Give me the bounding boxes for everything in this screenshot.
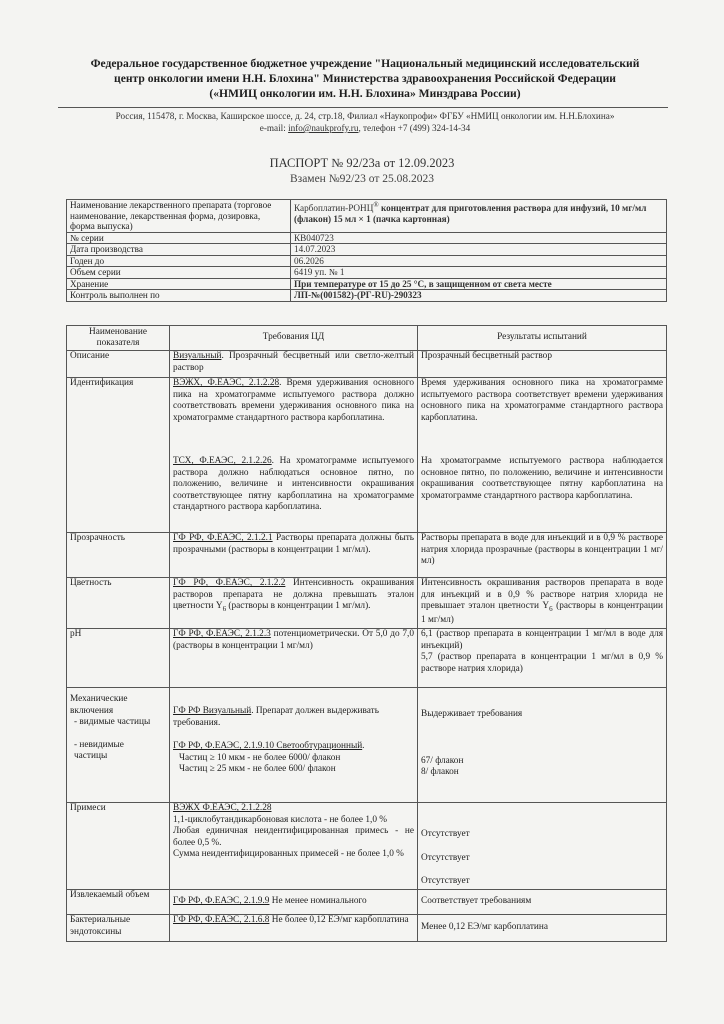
requirement-invisible xyxy=(173,741,414,753)
requirement-text: потенциометрически. От 5,0 до 7,0 (растворы в концентрации 1 мг/мл) xyxy=(173,629,414,651)
info-row xyxy=(67,244,667,256)
info-label: Наименование лекарственного препарата (торговое наименование, лекарственная форма, дозировка, форма выпуска) xyxy=(67,200,291,233)
requirement-tlc xyxy=(173,456,414,514)
registered-mark: ® xyxy=(373,201,379,209)
requirement-cell xyxy=(170,915,418,942)
result-ph-water: 6,1 (раствор препарата в концентрации 1 мг/мл в воде для инъекций) xyxy=(421,629,663,651)
row-endotoxins xyxy=(67,915,667,942)
result-cell: Соответствует требованиям xyxy=(418,890,667,915)
contacts-prefix: e-mail: xyxy=(259,123,289,133)
row-mechanical-inclusions xyxy=(67,688,667,803)
row-identification xyxy=(67,378,667,533)
result-cell: Прозрачный бесцветный раствор xyxy=(418,351,667,378)
requirement-cell xyxy=(170,688,418,803)
info-label: Годен до xyxy=(67,255,291,267)
requirement-text: Не более 0,12 ЕЭ/мг карбоплатина xyxy=(269,915,409,925)
requirement-hplc xyxy=(173,378,414,456)
limit-10um: Частиц ≥ 10 мкм - не более 6000/ флакон xyxy=(179,752,341,763)
result-cell xyxy=(418,378,667,533)
row-extractable-volume xyxy=(67,890,667,915)
requirement-cell xyxy=(170,378,418,533)
result-text-tail: (растворы в концентрации 1 мг/мл) xyxy=(421,601,663,626)
impurity-result-1: Отсутствует xyxy=(421,829,470,839)
requirement-cell xyxy=(170,803,418,890)
indicator-name: Бактериальные эндотоксины xyxy=(67,915,170,942)
production-date: 14.07.2023 xyxy=(291,244,667,256)
limit-25um: Частиц ≥ 25 мкм - не более 600/ флакон xyxy=(179,764,336,774)
result-hplc: Время удерживания основного пика на хроматограмме испытуемого раствора соответствует времени удерживания основного пика на хроматограмме стандартного раствора карбоплатина. xyxy=(421,378,663,423)
method-ref: ГФ РФ, Ф.ЕАЭС, 2.1.6.8 xyxy=(173,915,270,925)
requirement-text: Не менее номинального xyxy=(269,896,367,907)
method-ref: ГФ РФ, Ф.ЕАЭС, 2.1.2.2 xyxy=(173,578,286,588)
header-results: Результаты испытаний xyxy=(418,326,667,351)
result-cell: Менее 0,12 ЕЭ/мг карбоплатина xyxy=(418,915,667,942)
indicator-name: Примеси xyxy=(67,803,170,890)
requirement-text: Растворы препарата должны быть прозрачными (растворы в концентрации 1 мг/мл). xyxy=(173,533,414,555)
requirement-cell xyxy=(170,351,418,378)
requirement-text-tail: (растворы в концентрации 1 мг/мл). xyxy=(226,601,371,611)
info-label: Дата производства xyxy=(67,244,291,256)
info-row xyxy=(67,278,667,290)
result-10um: 67/ флакон xyxy=(421,755,464,766)
method-ref: Визуальный xyxy=(173,351,222,361)
batch-volume: 6419 уп. № 1 xyxy=(291,267,667,279)
sub-invisible: - невидимые частицы xyxy=(74,739,124,761)
product-name: Карбоплатин-РОНЦ xyxy=(294,203,374,214)
requirement-text: . Препарат должен выдерживать требования. xyxy=(173,706,379,728)
info-label: № серии xyxy=(67,232,291,244)
info-row xyxy=(67,290,667,302)
row-impurities xyxy=(67,803,667,890)
indicator-name: Цветность xyxy=(67,578,170,629)
method-ref: ГФ РФ, Ф.ЕАЭС, 2.1.9.9 xyxy=(173,896,270,907)
result-ph-saline: 5,7 (раствор препарата в концентрации 1 мг/мл в 0,9 % растворе натрия хлорида) xyxy=(421,652,663,674)
header-indicator: Наименование показателя xyxy=(67,326,170,351)
contacts-suffix: , телефон +7 (499) 324-14-34 xyxy=(358,123,471,133)
requirement-text: . На хроматограмме испытуемого раствора должно наблюдаться основное пятно, по положению, величине и интенсивности окрашивания соответствующее пятну карбоплатина на хроматограмме стандартного раствора карбоплатина. xyxy=(173,456,414,512)
row-color xyxy=(67,578,667,629)
sub-visible: - видимые частицы xyxy=(74,717,151,727)
method-ref: ГФ РФ, Ф.ЕАЭС, 2.1.2.1 xyxy=(173,533,273,543)
impurity-limit-2: Любая единичная неидентифицированная примесь - не более 0,5 %. xyxy=(173,826,414,848)
storage-conditions: При температуре от 15 до 25 °С, в защищенном от света месте xyxy=(291,278,667,290)
org-name-line-2: центр онкологии имени Н.Н. Блохина" Министерства здравоохранения Российской Федерации xyxy=(114,72,616,85)
test-results-table xyxy=(66,325,667,942)
standard-subscript: 6 xyxy=(222,604,227,613)
impurity-result-2: Отсутствует xyxy=(421,852,470,863)
method-ref: ГФ РФ, Ф.ЕАЭС, 2.1.2.3 xyxy=(173,629,271,639)
requirement-text: . Время удерживания основного пика на хроматограмме испытуемого раствора должно соответствовать времени удерживания основного пика на хроматограмме стандартного раствора карбоплатина. xyxy=(173,378,414,423)
info-row xyxy=(67,232,667,244)
info-row xyxy=(67,200,667,233)
header-requirements: Требования ЦД xyxy=(170,326,418,351)
header-divider xyxy=(58,107,668,108)
info-label: Объем серии xyxy=(67,267,291,279)
method-ref: ГФ РФ Визуальный xyxy=(173,706,252,716)
impurity-limit-1: 1,1-циклобутандикарбоновая кислота - не более 1,0 % xyxy=(173,814,388,825)
expiry-date: 06.2026 xyxy=(291,255,667,267)
email-link[interactable]: info@naukprofy.ru xyxy=(288,123,359,133)
org-address xyxy=(40,110,690,134)
indicator-name: pH xyxy=(67,629,170,688)
requirement-text: . xyxy=(362,741,365,751)
product-info-table xyxy=(66,199,667,302)
indicator-name xyxy=(67,688,170,803)
impurity-limit-3: Сумма неидентифицированных примесей - не более 1,0 % xyxy=(173,849,404,859)
product-form: концентрат для приготовления раствора для инфузий, 10 мг/мл (флакон) 15 мл × 1 (пачка картонная) xyxy=(294,203,647,224)
org-name-line-1: Федеральное государственное бюджетное учреждение "Национальный медицинский исследовательский xyxy=(90,57,640,70)
indicator-name: Извлекаемый объем xyxy=(67,890,170,915)
control-document: ЛП-№(001582)-(РГ-RU)-290323 xyxy=(291,290,667,302)
batch-number: КВ040723 xyxy=(291,232,667,244)
result-visible: Выдерживает требования xyxy=(421,709,523,719)
info-row xyxy=(67,255,667,267)
info-value xyxy=(291,200,667,233)
info-label: Контроль выполнен по xyxy=(67,290,291,302)
info-row xyxy=(67,267,667,279)
requirement-cell xyxy=(170,533,418,578)
standard-subscript: 6 xyxy=(549,604,553,613)
row-ph xyxy=(67,629,667,688)
requirement-cell xyxy=(170,890,418,915)
result-25um: 8/ флакон xyxy=(421,767,459,777)
requirement-text: . Прозрачный бесцветный или светло-желтый раствор xyxy=(173,351,414,373)
address-line: Россия, 115478, г. Москва, Каширское шоссе, д. 24, стр.18, Филиал «Наукопрофи» ФГБУ «НМИЦ онкологии им. Н.Н.Блохина» xyxy=(115,111,615,121)
method-ref: ГФ РФ, Ф.ЕАЭС, 2.1.9.10 Светообтурационный xyxy=(173,741,363,751)
method-ref: ВЭЖХ, Ф.ЕАЭС, 2.1.2.28 xyxy=(173,378,280,388)
org-name-line-3: («НМИЦ онкологии им. Н.Н. Блохина» Минздрава России) xyxy=(209,87,521,100)
indicator-name: Описание xyxy=(67,351,170,378)
requirement-visible xyxy=(173,706,414,729)
result-cell xyxy=(418,803,667,890)
result-cell: Растворы препарата в воде для инъекций и в 0,9 % растворе натрия хлорида прозрачные (растворы в концентрации 1 мг/мл) xyxy=(418,533,667,578)
passport-replaces: Взамен №92/23 от 25.08.2023 xyxy=(289,173,435,185)
results-header-row xyxy=(67,326,667,351)
result-cell xyxy=(418,578,667,629)
indicator-title: Механические включения xyxy=(70,694,128,716)
row-transparency xyxy=(67,533,667,578)
requirement-cell xyxy=(170,629,418,688)
org-name xyxy=(40,56,690,101)
impurity-result-3: Отсутствует xyxy=(421,876,470,886)
row-description xyxy=(67,351,667,378)
result-cell xyxy=(418,629,667,688)
indicator-name: Идентификация xyxy=(67,378,170,533)
info-label: Хранение xyxy=(67,278,291,290)
contacts-line xyxy=(40,122,690,134)
result-tlc: На хроматограмме испытуемого раствора наблюдается основное пятно, по положению, величине и интенсивности окрашивания соответствующее пятну карбоплатина на хроматограмме стандартного раствора карбоплатина. xyxy=(421,456,663,501)
passport-title: ПАСПОРТ № 92/23а от 12.09.2023 xyxy=(269,156,455,170)
method-ref: ТСХ, Ф.ЕАЭС, 2.1.2.26 xyxy=(173,456,272,466)
method-ref: ВЭЖХ Ф.ЕАЭС, 2.1.2.28 xyxy=(173,803,272,813)
result-text: Интенсивность окрашивания растворов препарата в воде для инъекций и в 0,9 % растворе натрия хлорида не превышает эталон цветности Y xyxy=(421,578,663,611)
requirement-cell xyxy=(170,578,418,629)
requirement-text: Интенсивность окрашивания растворов препарата не должна превышать эталон цветности Y xyxy=(173,578,414,611)
indicator-name: Прозрачность xyxy=(67,533,170,578)
result-cell xyxy=(418,688,667,803)
